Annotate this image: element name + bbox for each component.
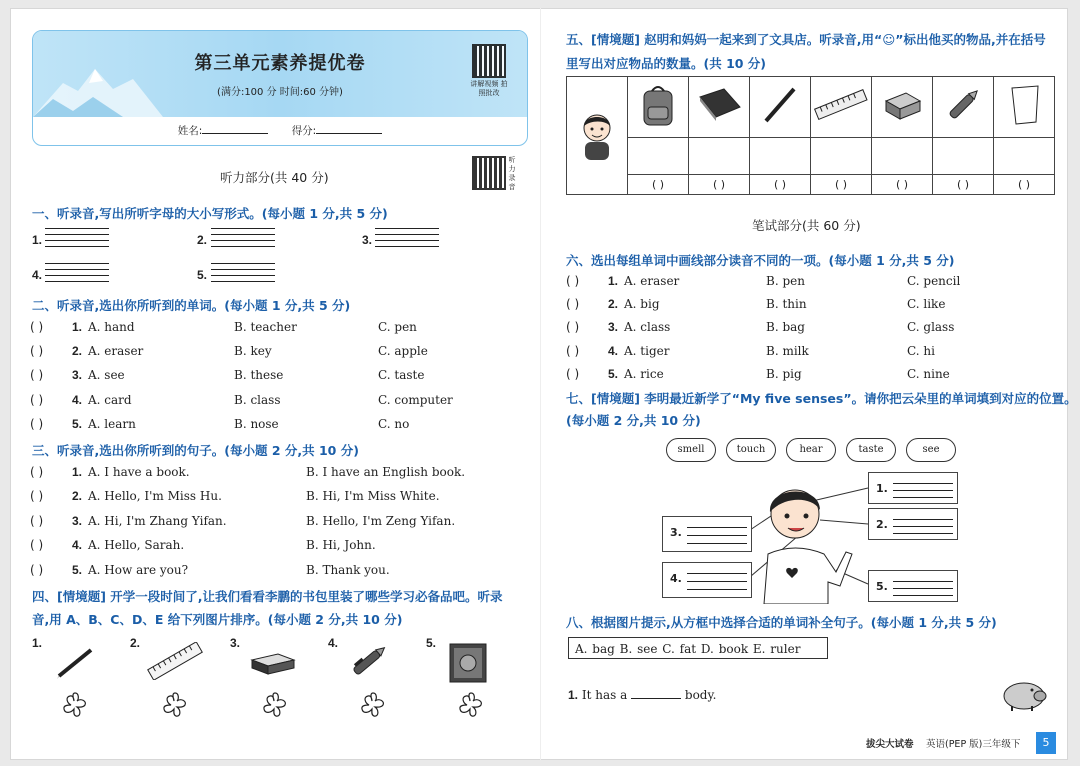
page-fold [540,8,541,760]
q5-title-line2: 里写出对应物品的数量。(共 10 分) [566,56,767,71]
answer-paren[interactable]: ( ) [30,320,44,334]
option-b: B. bag [766,320,805,335]
answer-paren[interactable]: ( ) [30,344,44,359]
book-icon [446,640,492,686]
q1-answer-lines[interactable] [375,228,439,252]
item-cell [628,77,689,138]
word-choice-box: A. bag B. see C. fat D. book E. ruler [568,637,828,659]
option-b: B. Hi, I'm Miss White. [306,489,440,504]
name-score-line [33,123,527,138]
option-a: A. eraser [88,344,144,359]
q4-title-line2: 音,用 A、B、C、D、E 给下列图片排序。(每小题 2 分,共 10 分) [32,612,403,627]
item-cell [994,77,1055,138]
box-num: 3. [670,526,682,539]
question-number: 4. [608,343,619,358]
item-cell [811,77,872,138]
mark-cell[interactable] [689,138,750,175]
footer-book: 拔尖大试卷 [866,739,914,750]
mark-cell[interactable] [933,138,994,175]
quantity-cell[interactable]: ( ) [750,175,811,195]
question-number: 2. [72,489,83,504]
q6-title: 六、选出每组单词中画线部分读音不同的一项。(每小题 1 分,共 5 分) [566,253,955,268]
question-number: 3. [608,320,619,335]
answer-paren[interactable]: ( ) [566,366,580,381]
book-icon [694,83,744,127]
q1-title: 一、听录音,写出所听字母的大小写形式。(每小题 1 分,共 5 分) [32,206,388,221]
option-a: A. Hello, Sarah. [88,538,185,553]
option-c: C. hi [907,343,935,358]
option-b: B. these [234,368,284,383]
option-b: B. thin [766,297,807,312]
option-c: C. nine [907,366,950,381]
mark-cell[interactable] [872,138,933,175]
eraser-icon [880,85,924,125]
q1-answer-lines[interactable] [45,263,109,287]
option-a: A. class [624,320,671,335]
option-b: B. pig [766,366,802,381]
option-c: C. glass [907,320,955,335]
quantity-cell[interactable]: ( ) [994,175,1055,195]
name-blank[interactable] [202,123,268,134]
option-a: A. see [88,368,125,383]
quantity-cell[interactable]: ( ) [872,175,933,195]
q8-sentence-after: body. [684,688,717,702]
option-a: A. hand [88,320,135,334]
option-b: B. class [234,392,281,407]
option-a: A. Hello, I'm Miss Hu. [88,489,222,504]
answer-paren[interactable]: ( ) [30,489,44,504]
boy-illustration [740,474,870,604]
box-num: 1. [876,482,888,495]
q4-num: 2. [130,636,141,650]
answer-flower-icon[interactable] [260,690,290,720]
stationery-table [566,76,1055,195]
pen-icon [346,640,392,684]
cloud-word: touch [726,438,776,462]
page-number: 5 [1036,732,1056,754]
option-a: A. tiger [624,343,670,358]
question-number: 5. [72,416,83,431]
mark-cell[interactable] [994,138,1055,175]
option-a: A. Hi, I'm Zhang Yifan. [88,513,227,528]
option-c: C. apple [378,344,428,359]
schoolbag-icon [638,81,678,129]
answer-box-2[interactable] [868,508,958,540]
option-b: B. Thank you. [306,562,390,577]
cloud-word: taste [846,438,896,462]
option-c: C. pencil [907,274,961,288]
cloud-word: hear [786,438,836,462]
option-a: A. How are you? [88,562,189,577]
q2-title: 二、听录音,选出你所听到的单词。(每小题 1 分,共 5 分) [32,298,351,313]
answer-paren[interactable]: ( ) [566,343,580,358]
option-a: A. I have a book. [88,465,190,479]
exam-header [32,30,528,146]
boy-icon [575,106,619,162]
answer-box-5[interactable] [868,570,958,602]
boy-cell [567,77,628,195]
q8-title: 八、根据图片提示,从方框中选择合适的单词补全句子。(每小题 1 分,共 5 分) [566,615,997,630]
item-cell [872,77,933,138]
q3-title: 三、听录音,选出你所听到的句子。(每小题 2 分,共 10 分) [32,443,359,458]
cloud-word: smell [666,438,716,462]
answer-flower-icon[interactable] [456,690,486,720]
box-num: 5. [876,580,888,593]
q4-num: 5. [426,636,437,650]
question-number: 5. [72,562,83,577]
question-number: 4. [72,538,83,553]
option-c: C. computer [378,392,453,407]
footer-subject: 英语(PEP 版)三年级下 [926,739,1021,750]
question-number: 1. [608,274,619,288]
q1-answer-lines[interactable] [211,228,275,252]
q1-num: 5. [197,268,208,282]
mark-cell[interactable] [811,138,872,175]
q8-num: 1. [568,688,579,702]
answer-paren[interactable]: ( ) [30,392,44,407]
box-num: 4. [670,572,682,585]
q1-num: 4. [32,268,43,282]
qr-label: 听力录音 [508,156,516,191]
q8-blank[interactable] [631,698,681,699]
q4-num: 1. [32,636,43,650]
question-number: 4. [72,392,83,407]
answer-paren[interactable]: ( ) [566,274,580,288]
q4-title-line1: 四、[情境题] 开学一段时间了,让我们看看李鹏的书包里装了哪些学习必备品吧。听录 [32,589,503,604]
paper-icon [1004,82,1044,128]
option-b: B. Hello, I'm Zeng Yifan. [306,513,456,528]
quantity-cell[interactable]: ( ) [689,175,750,195]
name-label: 姓名: [177,125,203,137]
q4-num: 3. [230,636,241,650]
q1-num: 3. [362,233,373,247]
writing-heading: 笔试部分(共 60 分) [752,218,861,233]
ruler-icon [145,642,205,680]
option-c: C. pen [378,320,417,334]
option-a: A. rice [624,366,664,381]
answer-flower-icon[interactable] [358,690,388,720]
pencil-icon [55,644,95,680]
pencil-icon [760,83,800,127]
answer-flower-icon[interactable] [60,690,90,720]
answer-box-1[interactable] [868,472,958,504]
answer-paren[interactable]: ( ) [30,562,44,577]
quantity-cell[interactable]: ( ) [628,175,689,195]
q8-sentence-1 [568,688,716,702]
question-number: 2. [608,297,619,312]
q7-title-line1: 七、[情境题] 李明最近新学了“My five senses”。请你把云朵里的单词填到对应的位置。 [566,391,1077,406]
exam-title: 第三单元素养提优卷 [194,53,366,74]
answer-paren[interactable]: ( ) [30,538,44,553]
answer-box-3[interactable] [662,516,752,552]
answer-box-4[interactable] [662,562,752,598]
quantity-cell[interactable]: ( ) [811,175,872,195]
quantity-cell[interactable]: ( ) [933,175,994,195]
question-number: 1. [72,465,83,479]
answer-paren[interactable]: ( ) [566,297,580,312]
q1-answer-lines[interactable] [211,263,275,287]
q5-title-line1: 五、[情境题] 赵明和妈妈一起来到了文具店。听录音,用“☺”标出他买的物品,并在括号 [566,32,1046,47]
answer-flower-icon[interactable] [160,690,190,720]
option-b: B. pen [766,274,805,288]
item-cell [689,77,750,138]
q1-num: 1. [32,233,43,247]
ruler-icon [813,85,869,125]
score-blank[interactable] [316,123,382,134]
q8-sentence-before: It has a [581,688,628,702]
box-num: 2. [876,518,888,531]
option-b: B. nose [234,416,279,431]
pig-icon [1000,678,1050,712]
option-c: C. no [378,416,410,431]
q1-num: 2. [197,233,208,247]
item-cell [933,77,994,138]
option-a: A. card [88,392,132,407]
option-b: B. Hi, John. [306,538,376,553]
option-a: A. eraser [624,274,680,288]
option-b: B. milk [766,343,809,358]
question-number: 3. [72,513,83,528]
answer-paren[interactable]: ( ) [566,320,580,335]
question-number: 5. [608,366,619,381]
q1-answer-lines[interactable] [45,228,109,252]
pen-icon [941,83,985,127]
mark-cell[interactable] [750,138,811,175]
answer-paren[interactable]: ( ) [30,465,44,479]
q7-title-line2: (每小题 2 分,共 10 分) [566,413,701,428]
qr-code-icon[interactable] [472,44,506,78]
mark-cell[interactable] [628,138,689,175]
question-number: 3. [72,368,83,383]
answer-paren[interactable]: ( ) [30,513,44,528]
option-a: A. big [624,297,660,312]
option-b: B. key [234,344,272,359]
option-b: B. I have an English book. [306,465,466,479]
cloud-word: see [906,438,956,462]
qr-label: 讲解视频 拍照批改 [470,80,508,97]
option-c: C. like [907,297,946,312]
qr-code-icon[interactable] [472,156,506,190]
answer-paren[interactable]: ( ) [30,368,44,383]
question-number: 1. [72,320,83,334]
option-c: C. taste [378,368,425,383]
question-number: 2. [72,344,83,359]
answer-paren[interactable]: ( ) [30,416,44,431]
score-label: 得分: [291,125,317,137]
option-a: A. learn [88,416,136,431]
option-b: B. teacher [234,320,297,334]
listening-heading: 听力部分(共 40 分) [220,170,329,185]
exam-subtitle: (满分:100 分 时间:60 分钟) [217,87,343,98]
item-cell [750,77,811,138]
eraser-icon [248,650,298,678]
q4-num: 4. [328,636,339,650]
